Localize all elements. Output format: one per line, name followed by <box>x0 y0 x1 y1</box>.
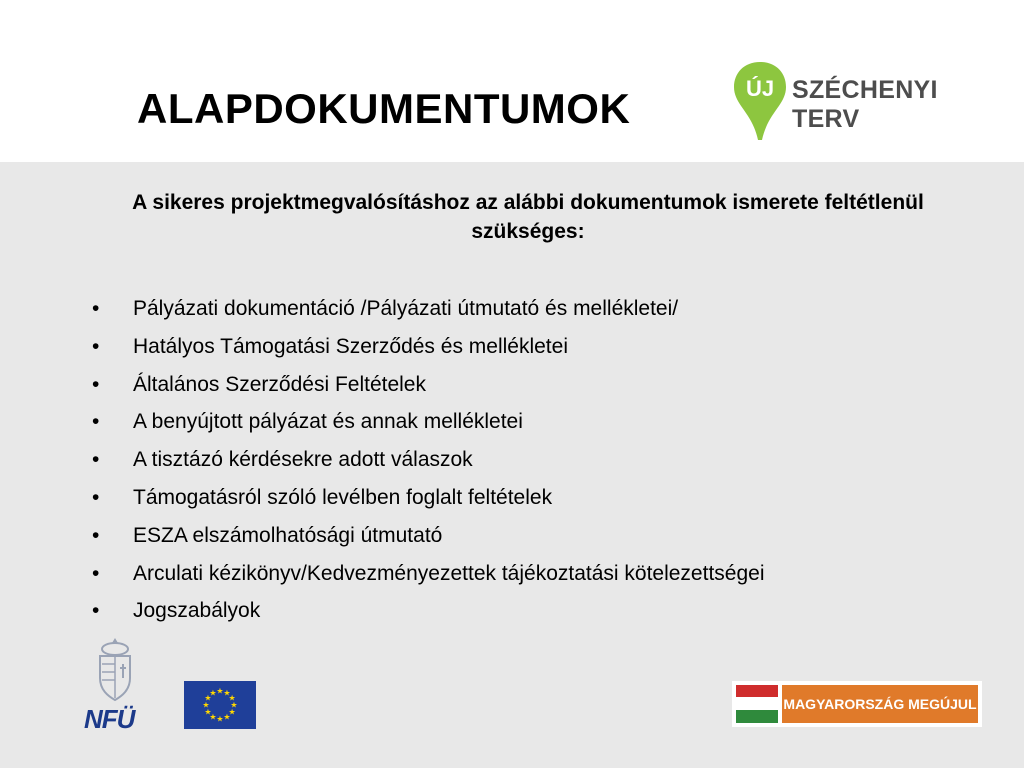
list-item: • A benyújtott pályázat és annak mellékletei <box>92 403 765 441</box>
nfu-text: NFÜ <box>84 704 135 734</box>
list-item: • Hatályos Támogatási Szerződés és mellékletei <box>92 328 765 366</box>
intro-text: A sikeres projektmegvalósításhoz az alábbi dokumentumok ismerete feltétlenül szükséges: <box>132 191 924 243</box>
list-item: • Támogatásról szóló levélben foglalt feltételek <box>92 479 765 517</box>
slide-title: ALAPDOKUMENTUMOK <box>137 85 631 132</box>
document-list <box>92 290 765 630</box>
bullet-icon: • <box>92 485 100 509</box>
eu-flag <box>184 681 256 729</box>
flag-green-stripe <box>736 710 778 723</box>
eu-star: ★ <box>223 712 231 722</box>
list-item: • Pályázati dokumentáció /Pályázati útmutató és mellékletei/ <box>92 290 765 328</box>
bullet-icon: • <box>92 372 100 396</box>
bullet-icon: • <box>92 410 100 434</box>
coat-of-arms-icon <box>82 634 148 706</box>
eu-star: ★ <box>204 693 212 703</box>
eu-star: ★ <box>202 700 210 710</box>
logo-brand-text: SZÉCHENYI TERV <box>792 76 938 133</box>
magyarorszag-megujul-logo <box>732 681 982 727</box>
nfu-logo <box>82 634 148 734</box>
list-item: • A tisztázó kérdésekre adott válaszok <box>92 441 765 479</box>
bullet-icon: • <box>92 523 100 547</box>
slogan-text: MAGYARORSZÁG MEGÚJUL <box>783 696 977 712</box>
logo-mark: ÚJ <box>745 76 775 101</box>
list-item: • ESZA elszámolhatósági útmutató <box>92 517 765 555</box>
eu-star: ★ <box>230 700 238 710</box>
bullet-icon: • <box>92 561 100 585</box>
slide-header <box>0 0 1024 162</box>
list-item: • Általános Szerződési Feltételek <box>92 366 765 404</box>
szechenyi-terv-logo <box>728 60 998 144</box>
eu-stars-icon <box>184 681 256 729</box>
bullet-icon: • <box>92 297 100 320</box>
eu-star: ★ <box>209 688 217 698</box>
location-pin-icon <box>730 60 790 144</box>
list-item: • Arculati kézikönyv/Kedvezményezettek tájékoztatási kötelezettségei <box>92 555 765 593</box>
list-item: • Jogszabályok <box>92 592 765 630</box>
bullet-icon: • <box>92 334 100 358</box>
eu-star: ★ <box>228 693 236 703</box>
flag-white-stripe <box>736 697 778 710</box>
eu-star: ★ <box>209 712 217 722</box>
eu-star: ★ <box>216 686 224 696</box>
bullet-icon: • <box>92 599 100 623</box>
eu-star: ★ <box>223 688 231 698</box>
eu-star: ★ <box>204 707 212 717</box>
eu-star: ★ <box>216 714 224 724</box>
flag-red-stripe <box>736 685 778 697</box>
eu-star: ★ <box>228 707 236 717</box>
slogan-bar <box>782 685 978 723</box>
bullet-icon: • <box>92 448 100 472</box>
